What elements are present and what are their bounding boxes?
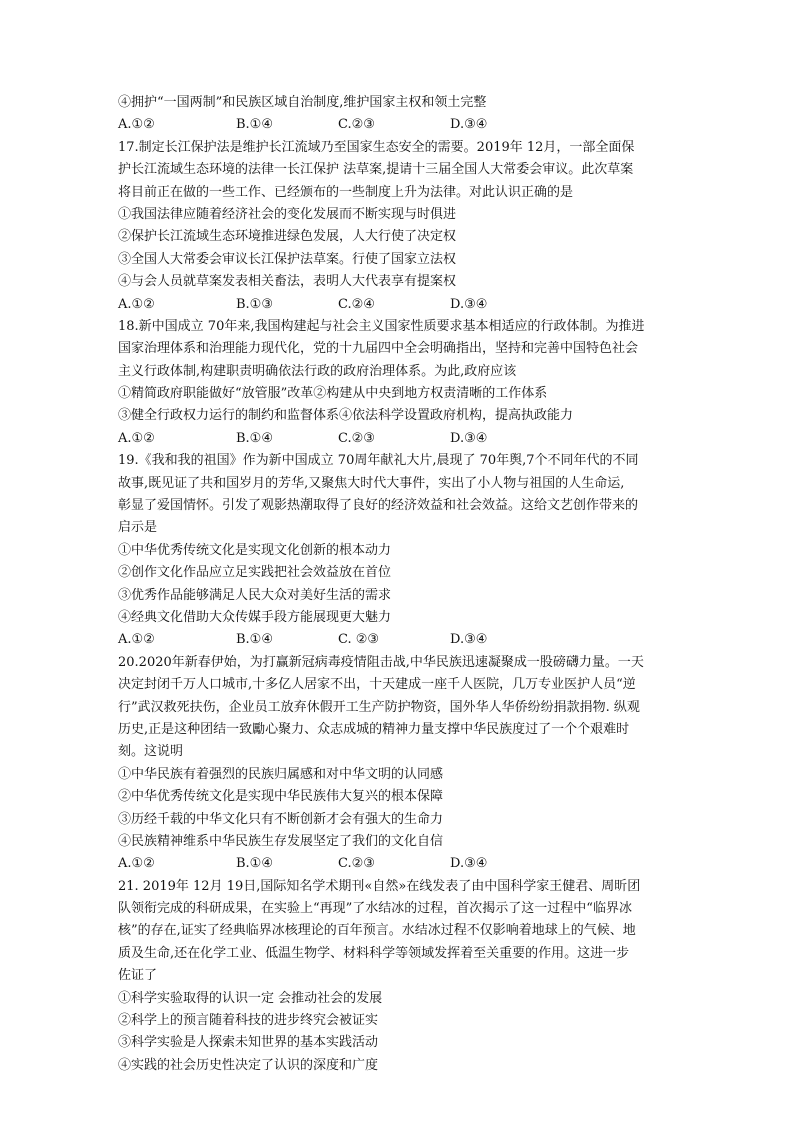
statement: ①我国法律应随着经济社会的变化发展而不断实现与时俱进 — [118, 206, 457, 222]
option-c[interactable]: C. ②③ — [338, 632, 380, 648]
question-text: 国家治理体系和治理能力现代化，党的十九届四中全会明确指出，坚持和完善中国特色社会 — [118, 341, 639, 357]
statement: ④与会人员就草案发表相关畜法，表明人大代表享有提案权 — [118, 274, 457, 290]
statement: ④拥护“一国两制”和民族区域自治制度,维护国家主权和领土完整 — [118, 95, 487, 110]
statement: ①科学实验取得的认识一定 会推动社会的发展 — [118, 990, 383, 1006]
question-text: 佐证了 — [118, 968, 158, 984]
option-b[interactable]: B.①④ — [236, 632, 273, 648]
statement: ①精简政府职能做好“放管服”改革②构建从中央到地方权责清晰的工作体系 — [118, 386, 548, 402]
question-text: 行”武汉救死扶伤，企业员工放弃休假开工生产防护物资，国外华人华侨纷纷捐款捐物. 纵观 — [118, 699, 640, 715]
option-a[interactable]: A.①② — [118, 632, 155, 648]
option-a[interactable]: A.①② — [118, 296, 155, 312]
question-text: 队领衔完成的科研成果，在实验上“再现”了水结冰的过程，首次揭示了这一过程中“临界冰 — [118, 901, 632, 917]
answer-options — [118, 294, 688, 316]
option-c[interactable]: C.②③ — [338, 117, 375, 133]
option-b[interactable]: B.①④ — [236, 856, 273, 872]
question-16-tail — [118, 92, 688, 137]
question-text: 19.《我和我的祖国》作为新中国成立 70周年献礼大片,晨现了 70年舆,7个不同年代的不同 — [118, 453, 639, 469]
option-d[interactable]: D.③④ — [450, 117, 488, 133]
question-text: 18.新中国成立 70年来,我国构建起与社会主义国家性质要求基本相适应的行政体制。为推进 — [118, 318, 645, 334]
exam-page — [118, 92, 688, 1077]
option-b[interactable]: B.①③ — [236, 296, 273, 312]
statement: ④经典文化借助大众传媒手段方能展现更大魅力 — [118, 609, 392, 625]
question-20 — [118, 652, 688, 876]
statement: ②保护长江流域生态环境推进绿色发展，人大行使了决定权 — [118, 229, 457, 245]
question-text: 20.2020年新春伊始，为打赢新冠病毒疫情阻击战,中华民族迅速凝聚成一股磅礴力量。一天 — [118, 654, 644, 670]
statement: ④民族精神维系中华民族生存发展坚定了我们的文化自信 — [118, 833, 444, 849]
option-d[interactable]: D.③④ — [450, 632, 488, 648]
question-19 — [118, 450, 688, 652]
answer-options — [118, 114, 688, 136]
option-c[interactable]: C.②③ — [338, 856, 375, 872]
answer-options — [118, 629, 688, 651]
question-text: 21. 2019年 12月 19日,国际知名学术期刊«自然»在线发表了由中国科学家王健君、周昕团 — [118, 878, 641, 894]
statement: ②科学上的预言随着科技的进步终究会被证实 — [118, 1013, 379, 1029]
option-d[interactable]: D.③④ — [450, 856, 488, 872]
question-text: 决定封闭千万人口城市,十多亿人居家不出，十天建成一座千人医院，几万专业医护人员“逆 — [118, 677, 636, 693]
option-b[interactable]: B.①④ — [236, 117, 273, 133]
question-text: 将目前正在做的一些工作、已经颁布的一些制度上升为法律。对此认识正确的是 — [118, 184, 574, 200]
answer-options — [118, 853, 688, 875]
statement: ②中华优秀传统文化是实现中华民族伟大复兴的根本保障 — [118, 789, 444, 805]
statement: ①中华民族有着强烈的民族归属感和对中华文明的认同感 — [118, 766, 444, 782]
option-a[interactable]: A.①② — [118, 430, 155, 446]
option-a[interactable]: A.①② — [118, 117, 155, 133]
option-b[interactable]: B.①④ — [236, 430, 273, 446]
question-21 — [118, 876, 688, 1078]
question-text: 质及生命,还在化学工业、低温生物学、材料科学等领域发挥着至关重要的作用。这进一步 — [118, 945, 630, 961]
option-d[interactable]: D.③④ — [450, 296, 488, 312]
option-a[interactable]: A.①② — [118, 856, 155, 872]
question-text: 主义行政体制,构建职责明确依法行政的政府治理体系。为此,政府应该 — [118, 363, 517, 379]
question-text: 故事,既见证了共和国岁月的芳华,又聚焦大时代大事件，实出了小人物与祖国的人生命运, — [118, 475, 625, 491]
option-c[interactable]: C.②③ — [338, 430, 375, 446]
option-d[interactable]: D.③④ — [450, 430, 488, 446]
question-text: 启示是 — [118, 520, 158, 536]
statement: ③健全行政权力运行的制约和监督体系④依法科学设置政府机构，提高执政能力 — [118, 408, 574, 424]
answer-options — [118, 428, 688, 450]
statement: ②创作文化作品应立足实践把社会效益放在首位 — [118, 565, 392, 581]
statement: ③优秀作品能够满足人民大众对美好生活的需求 — [118, 587, 392, 603]
statement: ④实践的社会历史性决定了认识的深度和广度 — [118, 1057, 379, 1073]
statement: ③历经千载的中华文化只有不断创新才会有强大的生命力 — [118, 811, 444, 827]
option-c[interactable]: C.②④ — [338, 296, 375, 312]
statement: ①中华优秀传统文化是实现文化创新的根本动力 — [118, 542, 392, 558]
question-text: 17.制定长江保护法是维护长江流域乃至国家生态安全的需要。2019年 12月，一部全面保 — [118, 139, 635, 155]
question-text: 彰显了爱国情怀。引发了观影热潮取得了良好的经济效益和社会效益。这给文艺创作带来的 — [118, 498, 639, 514]
question-text: 护长江流域生态环境的法律一长江保护 法草案,提请十三届全国人大常委会审议。此次草案 — [118, 162, 634, 178]
statement: ③全国人大常委会审议长江保护法草案。行使了国家立法权 — [118, 251, 457, 267]
question-17 — [118, 137, 688, 316]
statement: ③科学实验是人探索未知世界的基本实践活动 — [118, 1035, 379, 1051]
question-text: 刻。这说明 — [118, 744, 184, 760]
question-18 — [118, 316, 688, 450]
question-text: 核”的存在,证实了经典临界冰核理论的百年预言。水结冰过程不仅影响着地球上的气候、地 — [118, 923, 636, 939]
question-text: 历史,正是这种团结一致勵心聚力、众志成城的精神力量支撑中华民族度过了一个个艰难时 — [118, 721, 630, 737]
